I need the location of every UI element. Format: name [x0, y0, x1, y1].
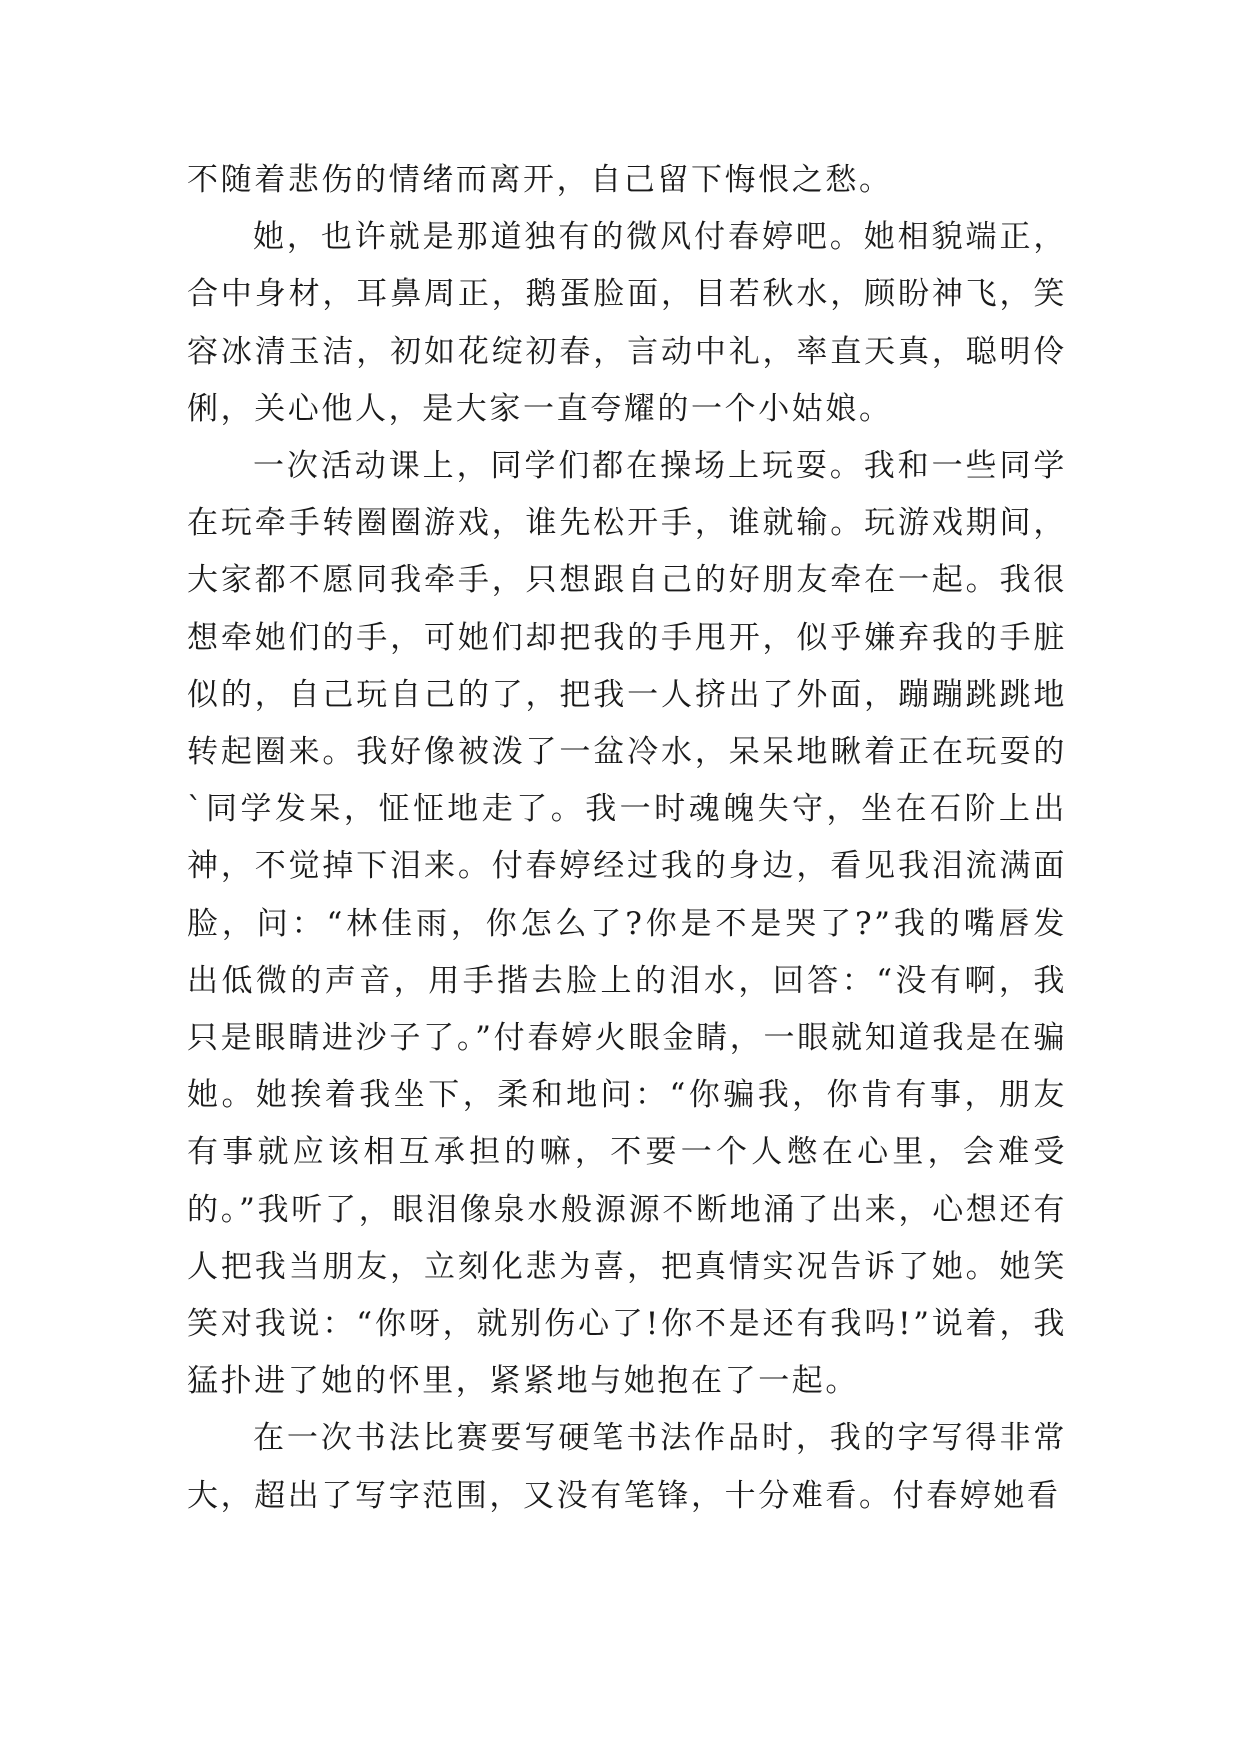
paragraph-calligraphy: 在一次书法比赛要写硬笔书法作品时，我的字写得非常大，超出了写字范围，又没有笔锋，十分难看。付春婷她看	[187, 1420, 1067, 1514]
paragraph-activity-class: 一次活动课上，同学们都在操场上玩耍。我和一些同学在玩牵手转圈圈游戏，谁先松开手，谁就输。玩游戏期间，大家都不愿同我牵手，只想跟自己的好朋友牵在一起。我很想牵她们的手，可她们却把我的手甩开，似乎嫌弃我的手脏似的，自己玩自己的了，把我一人挤出了外面，蹦蹦跳跳地转起圈来。我好像被泼了一盆冷水，呆呆地瞅着正在玩耍的`同学发呆，怔怔地走了。我一时魂魄失守，坐在石阶上出神，不觉掉下泪来。付春婷经过我的身边，看见我泪流满面脸，问：“林佳雨，你怎么了?你是不是哭了?”我的嘴唇发出低微的声音，用手揩去脸上的泪水，回答：“没有啊，我只是眼睛进沙子了。”付春婷火眼金睛，一眼就知道我是在骗她。她挨着我坐下，柔和地问：“你骗我，你肯有事，朋友有事就应该相互承担的嘛，不要一个人憋在心里，会难受的。”我听了，眼泪像泉水般源源不断地涌了出来，心想还有人把我当朋友，立刻化悲为喜，把真情实况告诉了她。她笑笑对我说：“你呀，就别伤心了!你不是还有我吗!”说着，我猛扑进了她的怀里，紧紧地与她抱在了一起。	[187, 448, 1067, 1400]
paragraph-continuation: 不随着悲伤的情绪而离开，自己留下悔恨之愁。	[187, 162, 893, 198]
paragraph-description: 她，也许就是那道独有的微风付春婷吧。她相貌端正，合中身材，耳鼻周正，鹅蛋脸面，目若秋水，顾盼神飞，笑容冰清玉洁，初如花绽初春，言动中礼，率直天真，聪明伶俐，关心他人，是大家一直夸耀的一个小姑娘。	[187, 219, 1067, 427]
body-text	[187, 152, 1067, 1525]
